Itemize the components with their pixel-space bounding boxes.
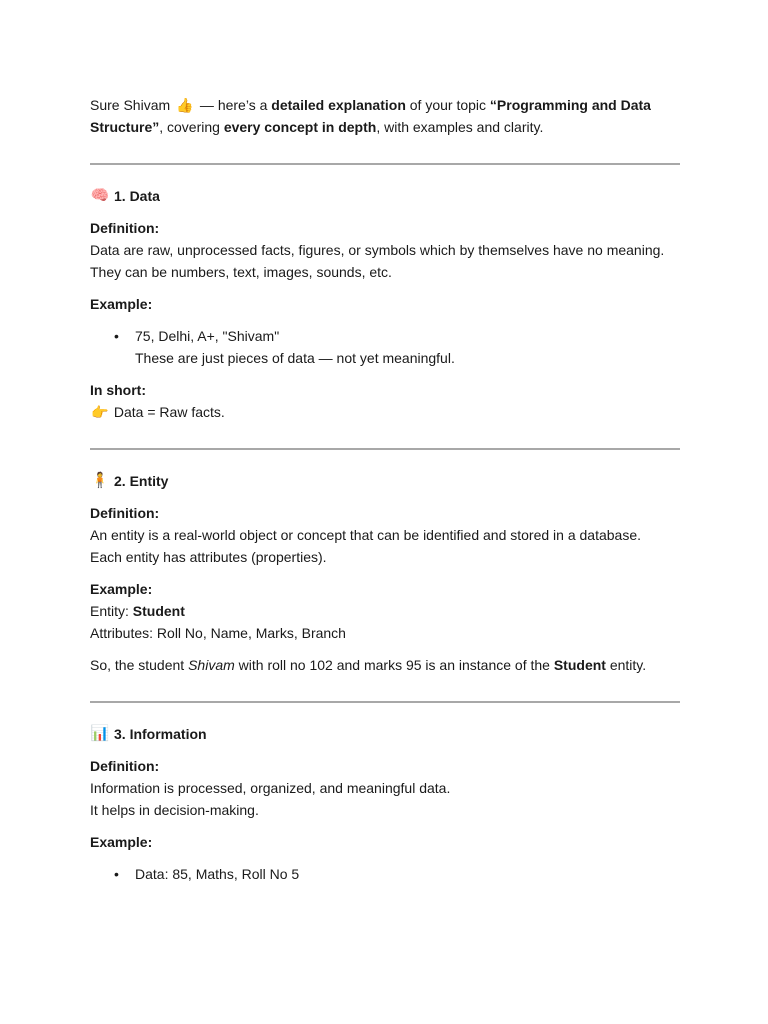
intro-bold: detailed explanation [271,97,406,113]
list-item-note: These are just pieces of data — not yet meaningful. [135,350,455,366]
document-content [90,94,680,895]
entity-line [90,600,680,622]
example-list [90,863,680,885]
list-item-text: Data: 85, Maths, Roll No 5 [135,866,300,882]
definition-text: They can be numbers, text, images, sounds, etc. [90,264,392,280]
list-item [135,325,680,369]
intro-bold: every concept in depth [223,119,377,135]
intro-text: Sure Shivam [90,97,171,113]
definition-label: Definition: [90,758,160,774]
definition-text: Each entity has attributes (properties). [90,549,327,565]
section-heading [90,723,680,745]
entity-name: Student [132,603,185,619]
section-title: 1. Data [114,188,160,204]
in-short-text [90,401,680,423]
sentence-text: with roll no 102 and marks 95 is an instance of the [234,657,554,673]
definition-text: Data are raw, unprocessed facts, figures, or symbols which by themselves have no meaning. [90,242,665,258]
section-title: 2. Entity [114,473,169,489]
sentence-text: entity. [605,657,647,673]
section-title: 3. Information [114,726,207,742]
in-short-value: Data = Raw facts. [113,404,225,420]
intro-bold: “Programming and Data Structure” [90,97,651,135]
definition-text: It helps in decision-making. [90,802,259,818]
example-label: Example: [90,296,153,312]
example-list [90,325,680,369]
section-information [90,723,680,885]
intro-text: , covering [159,119,224,135]
definition-text: Information is processed, organized, and meaningful data. [90,780,451,796]
person-standing-icon: 🧍 [90,472,110,489]
sentence-italic: Shivam [188,657,235,673]
definition-text: An entity is a real-world object or concept that can be identified and stored in a database. [90,527,642,543]
list-item [135,863,680,885]
section-heading [90,470,680,492]
definition-label: Definition: [90,220,160,236]
definition-block [90,217,680,283]
sentence-bold: Student [553,657,606,673]
intro-text: , with examples and clarity. [376,119,544,135]
pointing-right-icon: 👉 [91,404,109,420]
intro-paragraph [90,94,680,138]
bar-chart-icon: 📊 [90,725,110,742]
definition-label: Definition: [90,505,160,521]
definition-block [90,502,680,568]
thumbs-up-icon: 👍 [176,97,194,113]
instance-sentence [90,654,680,676]
example-label: Example: [90,834,153,850]
list-item-text: 75, Delhi, A+, "Shivam" [135,328,280,344]
attributes-line: Attributes: Roll No, Name, Marks, Branch [90,625,346,641]
example-label: Example: [90,581,153,597]
section-heading [90,185,680,207]
section-divider [90,701,680,703]
section-divider [90,448,680,450]
in-short-label: In short: [90,382,146,398]
definition-block [90,755,680,821]
sentence-text: So, the student [90,657,189,673]
entity-prefix: Entity: [90,603,133,619]
section-data [90,185,680,423]
brain-icon: 🧠 [90,187,110,204]
section-divider [90,163,680,165]
section-entity [90,470,680,676]
intro-text: — here’s a [196,97,272,113]
example-block [90,578,680,644]
intro-text: of your topic [405,97,490,113]
